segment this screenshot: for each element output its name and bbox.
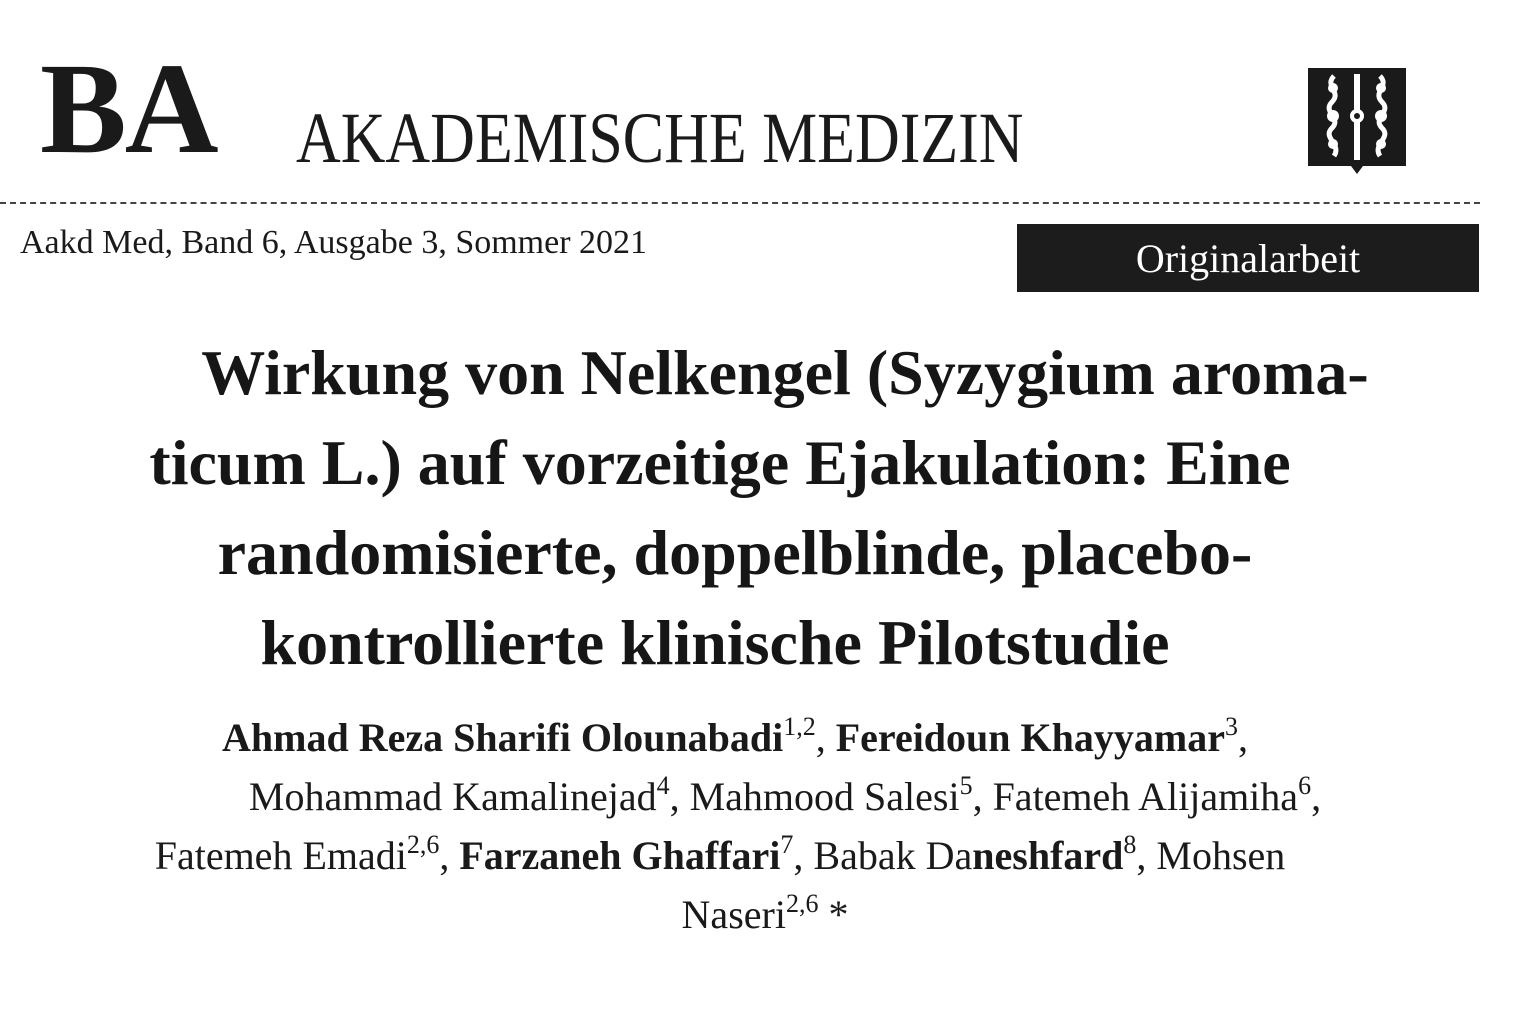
author-affiliation: 5 (959, 771, 973, 800)
author-affiliation: 7 (780, 830, 794, 859)
title-line: randomisierte, doppelblinde, placebo- (217, 517, 1253, 588)
author-name: Farzaneh Ghaffari (459, 833, 781, 878)
header-divider (0, 202, 1480, 204)
author-name: Fereidoun Khayyamar (835, 715, 1225, 760)
journal-name: AKADEMISCHE MEDIZIN (296, 98, 1024, 178)
author-name: Fatemeh Emadi (154, 833, 407, 878)
author-name: Naseri (681, 892, 786, 937)
author-affiliation: 3 (1224, 712, 1238, 741)
citation-line: Aakd Med, Band 6, Ausgabe 3, Sommer 2021 (20, 224, 648, 261)
author-name: Fatemeh Alijamiha (992, 774, 1299, 819)
author-affiliation: 4 (656, 771, 670, 800)
author-name: Babak Da (813, 833, 973, 878)
author-affiliation: 1,2 (783, 712, 816, 741)
author-affiliation: 8 (1123, 830, 1137, 859)
title-line: kontrollierte klinische Pilotstudie (260, 607, 1170, 678)
author-name: Mohsen (1156, 833, 1286, 878)
author-name: Mohammad Kamalinejad (248, 774, 657, 819)
author-line: Ahmad Reza Sharifi Olounabadi$^{1,2}$, Fereidoun Khayyamar$^3$, (222, 712, 1248, 760)
article-title (30, 328, 1480, 688)
journal-logo-ba: BA (40, 37, 217, 181)
author-name: neshfard (972, 833, 1124, 878)
author-name: Ahmad Reza Sharifi Olounabadi (222, 715, 784, 760)
article-type-badge: Originalarbeit (1017, 224, 1479, 292)
author-list (20, 708, 1420, 944)
author-affiliation: 6 (1298, 771, 1312, 800)
author-line: Fatemeh Emadi$^{2,6}$, Farzaneh Ghaffari$^7$, Babak Daneshfard$^8$, Mohsen (154, 830, 1286, 878)
ornamental-emblem-icon (1306, 66, 1408, 174)
title-line: ticum L.) auf vorzeitige Ejakulation: Eine (149, 427, 1291, 498)
author-line: Mohammad Kamalinejad$^4$, Mahmood Salesi$^5$, Fatemeh Alijamiha$^6$, (248, 771, 1322, 819)
author-affiliation: 2,6 (785, 889, 819, 918)
corresponding-author-mark: * (818, 892, 849, 937)
author-name: Mahmood Salesi (689, 774, 960, 819)
title-line: Wirkung von Nelkengel (Syzygium aroma- (201, 337, 1369, 408)
author-affiliation: 2,6 (406, 830, 440, 859)
author-line (20, 885, 1420, 944)
